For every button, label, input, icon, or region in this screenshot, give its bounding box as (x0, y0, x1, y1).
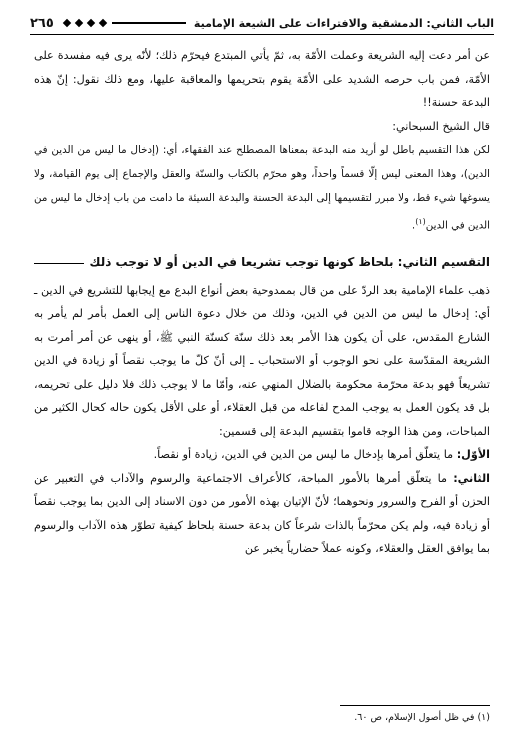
page-header (30, 14, 494, 35)
running-title: الباب الثاني: الدمشقية والافتراءات على الشيعة الإمامية (193, 16, 494, 30)
list-item-1-lead: الأوّل: (456, 448, 490, 462)
list-item-2 (34, 467, 490, 561)
quote-text: لكن هذا التقسيم باطل لو أريد منه البدعة بمعناها المصطلح عند الفقهاء، أي: (إدخال ما ليس من الدين في الدين)، وهذا المعنى ليس إلّا قسماً واحداً، وهو محرّم بالكتاب والسنّة والعقل والإجماع إلى يوم القيامة، ولا يسوغها شيء قط، ولا مبرر لتقسيمها إلى البدعة الحسنة والبدعة السيئة ما دامت من باب إدخال ما ليس من الدين في الدين (34, 144, 490, 232)
list-item-1 (34, 443, 490, 467)
heading-rule (34, 263, 84, 264)
footnote-ref: (١) (415, 217, 426, 226)
page-number: ٢٦٥ (30, 15, 54, 31)
paragraph-1: عن أمر دعت إليه الشريعة وعملت الأمّة به، ثمّ يأتي المبتدع فيحرّم ذلك؛ لأنّه يرى فيه مفسدة على الأمّة، فمن باب حرصه الشديد على الأمّة يقوم بتحريمها والمعاقبة عليها، ومع ذلك نقول: إنّ هذه البدعة حسنة!! (34, 49, 490, 109)
diamond-icon (99, 19, 107, 27)
header-ornament (64, 20, 106, 26)
section-heading-text: التقسيم الثاني: بلحاظ كونها توجب تشريعا في الدين أو لا توجب ذلك (89, 255, 490, 270)
main-text (34, 44, 490, 561)
diamond-icon (63, 19, 71, 27)
diamond-icon (87, 19, 95, 27)
list-item-1-text: ما يتعلّق أمرها بإدخال ما ليس من الدين في الدين، زيادة أو نقصاً. (153, 448, 457, 462)
section-heading (34, 251, 490, 275)
list-item-2-lead: الثاني: (453, 471, 490, 485)
quote-block: لكن هذا التقسيم باطل لو أريد منه البدعة بمعناها المصطلح عند الفقهاء، أي: (إدخال ما ليس من الدين في الدين)، وهذا المعنى ليس إلّا قسماً واحداً، وهو محرّم بالكتاب والسنّة والعقل والإجماع إلى يوم القيامة، ولا يسوغها شيء قط، ولا مبرر لتقسيمها إلى البدعة الحسنة والبدعة السيئة ما دامت من باب إدخال ما ليس من الدين في الدين$^{(١)}$. (34, 144, 490, 232)
footnote-separator (340, 705, 490, 706)
paragraph-2: ذهب علماء الإمامية بعد الردّ على من قال بممدوحية بعض أنواع البدع مع إيجابها للتشريع في الدين ـ أي: إدخال ما ليس من الدين في الدين، وذلك من خلال دعوة الناس إلى العمل بأمر لم يأمر به الشارع المقدس، على أن يكون هذا الأمر بعد ذلك سنّة كسنّة النبي ﷺ، أو ينهى عن أمر أمرت به الشريعة المقدّسة على نحو الوجوب أو الاستحباب ـ إلى أنّ كلّ ما يوجب نقصاً أو زيادة في الدين تشريعاً فهو بدعة محرّمة محكومة بالضلال المنهي عنه، وأمّا ما لا يوجب ذلك فلا دليل على تحريمه، بل قد يكون العمل به يوجب المدح لفاعله من قبل العقلاء، أو على الأقل يكون حاله كحال الكثير من المباحات، ومن هذا الوجه قاموا بتقسيم البدعة إلى قسمين: (34, 283, 490, 438)
header-rule (112, 22, 186, 24)
footnote: (١) في ظل أصول الإسلام، ص ٦٠. (354, 712, 490, 723)
quote-intro: قال الشيخ السبحاني: (392, 119, 490, 133)
list-item-2-text: ما يتعلّق أمرها بالأمور المباحة، كالأعراف الاجتماعية والرسوم والآداب في التعبير عن الحزن أو الفرح والسرور ونحوهما؛ لأنّ الإتيان بهذه الأمور من دون الاسناد إلى الدين بما يوجب نقصاً أو زيادة فيه، ولم يكن محرّماً بالذات شرعاً كان بدعة حسنة بلحاظ كيفية تطوّر هذه الآداب والرسوم بما يوافق العقل والعقلاء، وكونه عملاً حضارياً يخبر عن (34, 471, 490, 556)
diamond-icon (75, 19, 83, 27)
